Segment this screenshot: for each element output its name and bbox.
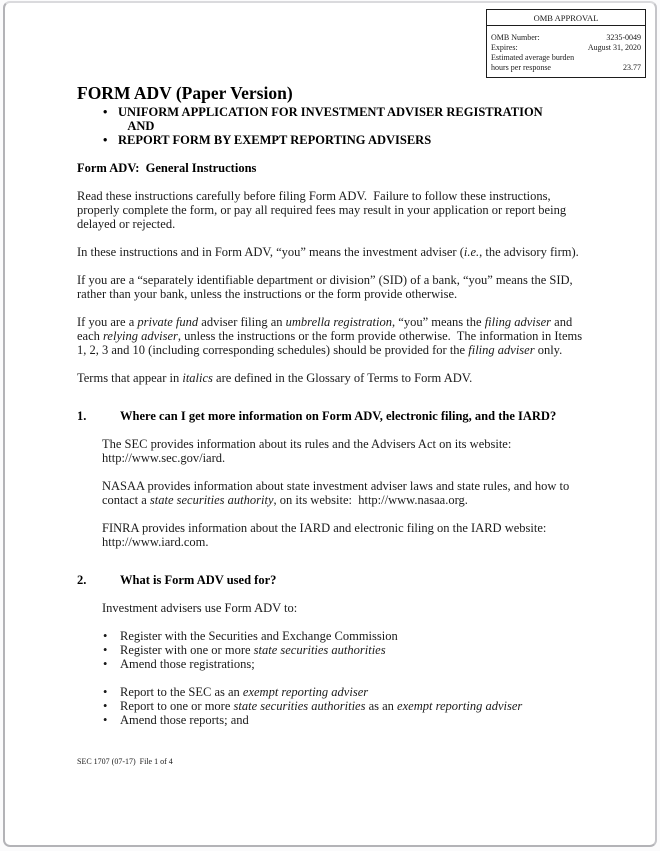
form-subtitle-list [77, 105, 591, 147]
paragraph: The SEC provides information about its rules and the Advisers Act on its website: http://www.sec.gov/iard. [102, 437, 512, 465]
omb-row-value: 3235-0049 [606, 33, 641, 42]
omb-box-title: OMB APPROVAL [487, 10, 645, 26]
section-heading-text: What is Form ADV used for? [120, 573, 277, 587]
section-number: 2. [77, 573, 87, 587]
paragraph: Read these instructions carefully before filing Form ADV. Failure to follow these instructions, properly complete the form, or pay all required fees may result in your application or report being delayed or rejected. [77, 189, 567, 231]
form-subtitle-bullet: • REPORT FORM BY EXEMPT REPORTING ADVISERS [77, 133, 591, 147]
paragraph: If you are a private fund adviser filing an umbrella registration, “you” means the filing adviser and each relying adviser, unless the instructions or the form provide otherwise. The information in Items 1, 2, 3 and 10 (including corresponding schedules) should be provided for the filing adviser only. [77, 315, 583, 357]
paragraph: Terms that appear in italics are defined in the Glossary of Terms to Form ADV. [77, 371, 473, 385]
document-page [3, 1, 657, 847]
section-number: 1. [77, 409, 87, 423]
paragraph: If you are a “separately identifiable department or division” (SID) of a bank, “you” means the SID, rather than your bank, unless the instructions or the form provide otherwise. [77, 273, 573, 301]
bullet-item: • Amend those reports; and [77, 713, 591, 727]
document-content [5, 3, 655, 767]
omb-row-value: August 31, 2020 [587, 43, 641, 52]
form-subtitle-bullet: • UNIFORM APPLICATION FOR INVESTMENT ADVISER REGISTRATION AND [77, 105, 591, 133]
page-footer: SEC 1707 (07-17) File 1 of 4 [77, 757, 173, 766]
omb-row-value: 23.77 [623, 63, 641, 72]
bullet-item: • Amend those registrations; [77, 657, 591, 671]
section-2-heading [77, 573, 591, 587]
bullet-item: • Register with the Securities and Exchange Commission [77, 629, 591, 643]
bullet-list [77, 685, 591, 727]
bullet-item: • Report to one or more state securities authorities as an exempt reporting adviser [77, 699, 591, 713]
omb-row-label: hours per response [491, 63, 551, 72]
omb-row-label: Expires: [491, 43, 518, 52]
paragraph: In these instructions and in Form ADV, “you” means the investment adviser (i.e., the advisory firm). [77, 245, 579, 259]
section-heading-text: Where can I get more information on Form ADV, electronic filing, and the IARD? [120, 409, 557, 423]
paragraph: NASAA provides information about state investment adviser laws and state rules, and how to contact a state securities authority, on its website: http://www.nasaa.org. [102, 479, 570, 507]
bullet-item: • Register with one or more state securities authorities [77, 643, 591, 657]
section-1-heading [77, 409, 591, 423]
general-instructions-heading: Form ADV: General Instructions [77, 161, 257, 175]
paragraph: Investment advisers use Form ADV to: [102, 601, 298, 615]
form-title: FORM ADV (Paper Version) [77, 83, 293, 103]
paragraph: FINRA provides information about the IARD and electronic filing on the IARD website: http://www.iard.com. [102, 521, 547, 549]
omb-row-label: Estimated average burden [491, 53, 575, 62]
omb-row-label: OMB Number: [491, 33, 540, 42]
bullet-item: • Report to the SEC as an exempt reporting adviser [77, 685, 591, 699]
bullet-list [77, 629, 591, 671]
